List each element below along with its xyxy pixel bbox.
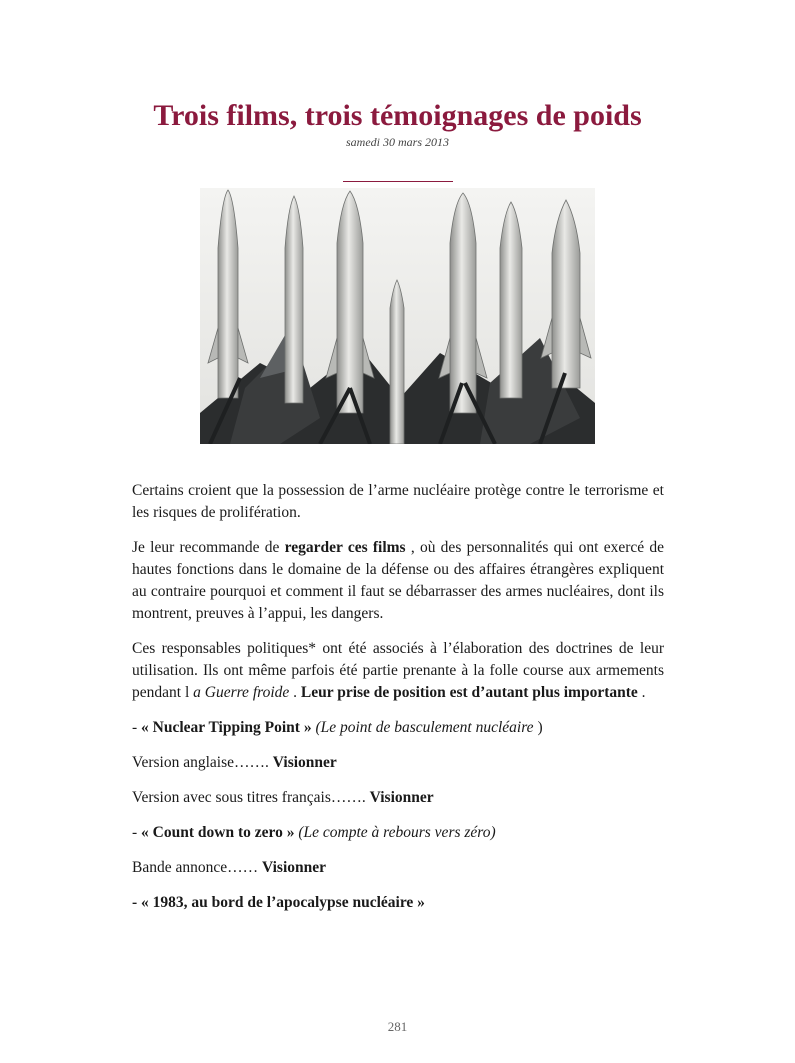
film-title-3: - « 1983, au bord de l’apocalypse nucléaire » — [132, 894, 425, 911]
cold-war-italic: a Guerre froide — [193, 684, 290, 701]
version-subtitles-line — [132, 787, 664, 809]
title-divider — [343, 181, 453, 182]
view-trailer-link[interactable]: Visionner — [262, 859, 327, 876]
text-span: , où des personnalités qui ont exercé de hautes fonctions dans le domaine de la défense ou des affaires étrangères expliquent au contraire pourquoi et comment il faut se débarrasser des armes nucléaires, dont ils montrent, preuves à l’appui, les dangers. — [132, 539, 664, 622]
post-date: samedi 30 mars 2013 — [345, 135, 449, 149]
version-english-line — [132, 752, 664, 774]
version-english-label: Version anglaise……. — [132, 754, 273, 771]
trailer-line — [132, 857, 664, 879]
version-subtitles-label: Version avec sous titres français……. — [132, 789, 370, 806]
page-title: Trois films, trois témoignages de poids — [153, 99, 642, 132]
film-title-1: « Nuclear Tipping Point » — [141, 719, 312, 736]
film-entry-1 — [132, 717, 664, 739]
paragraph-intro: Certains croient que la possession de l’arme nucléaire protège contre le terrorisme et les risques de prolifération. — [132, 482, 664, 521]
page-number: 281 — [387, 1019, 408, 1034]
importance-emphasis: Leur prise de position est d’autant plus importante — [300, 684, 638, 701]
films-emphasis: regarder ces films — [284, 539, 406, 556]
article-body — [132, 480, 664, 927]
view-english-link[interactable]: Visionner — [272, 754, 337, 771]
film-subtitle-1: (Le point de basculement nucléaire — [311, 719, 538, 736]
dash: - — [132, 719, 142, 736]
view-subtitles-link[interactable]: Visionner — [369, 789, 434, 806]
missiles-photo — [200, 188, 595, 444]
paragraph-recommendation — [132, 537, 664, 625]
film-entry-2 — [132, 822, 664, 844]
film-subtitle-2: (Le compte à rebours vers zéro) — [294, 824, 496, 841]
text-span: . — [637, 684, 646, 701]
trailer-label: Bande annonce…… — [132, 859, 262, 876]
dash: - — [132, 824, 142, 841]
paragraph-context — [132, 638, 664, 704]
text-span: Je leur recommande de — [132, 539, 285, 556]
text-span: . — [289, 684, 301, 701]
text-span: Ces responsables politiques* ont été associés à l’élaboration des doctrines de leur utilisation. Ils ont même parfois été partie prenante à la folle course aux armements pendant l — [132, 640, 664, 701]
paren: ) — [537, 719, 543, 736]
film-title-2: « Count down to zero » — [141, 824, 295, 841]
film-entry-3 — [132, 892, 664, 914]
